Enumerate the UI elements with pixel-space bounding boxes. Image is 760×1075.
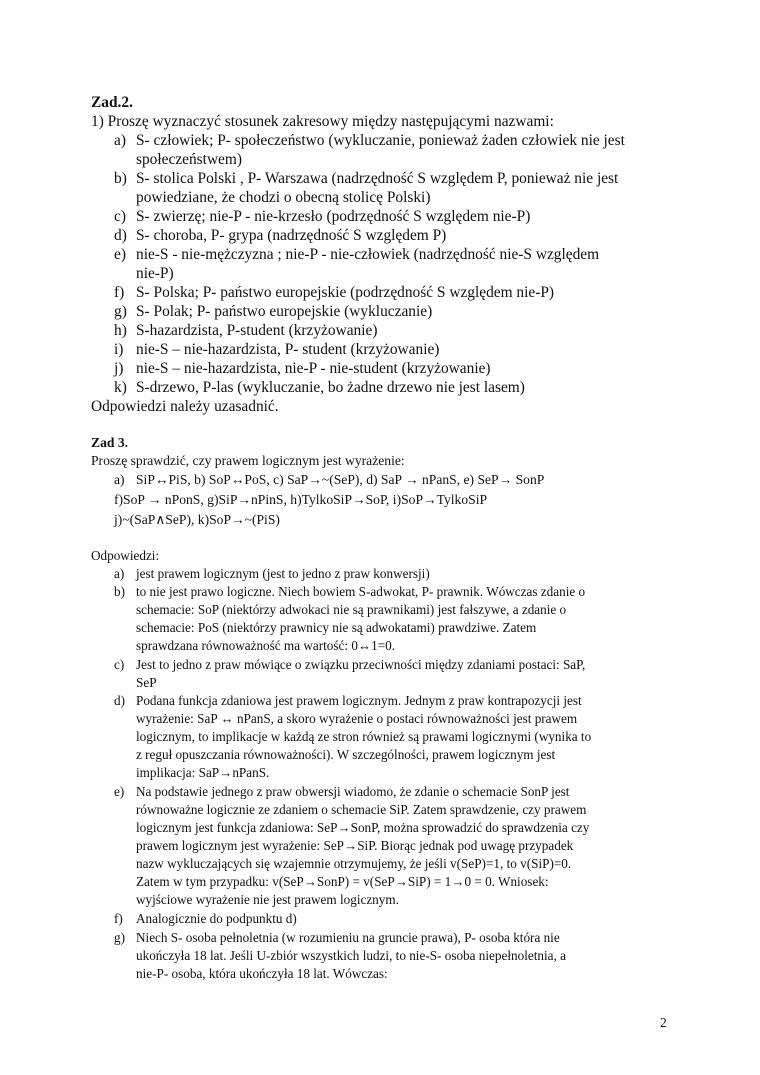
zad2-item-label: d) [114,227,127,244]
answer-text: prawem logicznym jest wyrażenie: SeP→SiP. Biorąc jednak pod uwagę przypadek [136,838,574,853]
zad2-intro: 1) Proszę wyznaczyć stosunek zakresowy między następującymi nazwami: [91,113,554,130]
zad2-item-text: S- choroba, P- grypa (nadrzędność S względem P) [136,227,447,244]
answer-text: jest prawem logicznym (jest to jedno z praw konwersji) [136,566,430,581]
zad2-item-text: nie-S – nie-hazardzista, P- student (krzyżowanie) [136,341,440,358]
answer-text: Zatem w tym przypadku: v(SeP→SonP) = v(SeP→SiP) = 1→0 = 0. Wniosek: [136,874,549,889]
zad2-closing: Odpowiedzi należy uzasadnić. [91,398,279,415]
answer-label: f) [114,911,123,926]
answer-text: Jest to jedno z praw mówiące o związku przeciwności między zdaniami postaci: SaP, [136,657,586,672]
answer-text: nie-P- osoba, która ukończyła 18 lat. Wówczas: [136,966,388,981]
zad2-item-label: j) [114,360,124,377]
answer-text: Podana funkcja zdaniowa jest prawem logicznym. Jednym z praw kontrapozycji jest [136,693,582,708]
answer-text: nazw wykluczających się wzajemnie otrzymujemy, że jeśli v(SeP)=1, to v(SiP)=0. [136,856,572,871]
zad2-item-label: k) [114,379,127,396]
zad3-expr-label: a) [114,472,125,487]
zad2-item-text: społeczeństwem) [136,151,242,168]
zad3-intro: Proszę sprawdzić, czy prawem logicznym jest wyrażenie: [91,453,405,468]
zad2-item-text: nie-P) [136,265,174,282]
zad2-item-label: f) [114,284,125,301]
zad2-item-text: nie-S – nie-hazardzista, nie-P - nie-student (krzyżowanie) [136,360,491,377]
answer-text: wyrażenie: SaP ↔ nPanS, a skoro wyrażenie o postaci równoważności jest prawem [136,711,578,726]
answer-label: d) [114,693,125,708]
zad2-item-label: i) [114,341,124,358]
zad3-expr-line: f)SoP → nPonS, g)SiP→nPinS, h)TylkoSiP→SoP, i)SoP→TylkoSiP [114,492,488,507]
answer-label: g) [114,930,125,945]
zad2-item-text: S- Polak; P- państwo europejskie (wykluczanie) [136,303,433,320]
answer-text: Analogicznie do podpunktu d) [136,911,297,926]
zad2-item-label: a) [114,132,126,149]
zad2-item-text: nie-S - nie-mężczyzna ; nie-P - nie-człowiek (nadrzędność nie-S względem [136,246,600,263]
answer-text: logicznym, to implikacje w każdą ze stron również są prawami logicznymi (wynika to [136,729,592,744]
zad2-item-label: g) [114,303,127,320]
zad3-heading: Zad 3. [91,435,129,450]
zad2-item-label: c) [114,208,126,225]
answer-text: Niech S- osoba pełnoletnia (w rozumieniu na gruncie prawa), P- osoba która nie [136,930,560,945]
zad2-item-text: S- Polska; P- państwo europejskie (podrzędność S względem nie-P) [136,284,555,301]
answer-text: implikacja: SaP→nPanS. [136,765,270,780]
answer-label: b) [114,584,125,599]
answer-text: wyjściowe wyrażenie nie jest prawem logicznym. [136,892,399,907]
answer-text: logicznym jest funkcja zdaniowa: SeP→SonP, można sprowadzić do sprawdzenia czy [136,820,590,835]
answer-label: a) [114,566,125,581]
answer-text: Na podstawie jednego z praw obwersji wiadomo, że zdanie o schemacie SonP jest [136,784,570,799]
zad2-item-text: S- człowiek; P- społeczeństwo (wykluczanie, ponieważ żaden człowiek nie jest [136,132,625,149]
answer-text: ukończyła 18 lat. Jeśli U-zbiór wszystkich ludzi, to nie-S- osoba niepełnoletnia, a [136,948,566,963]
zad2-item-label: e) [114,246,126,263]
answers-title: Odpowiedzi: [91,548,160,563]
answer-text: sprawdzana równoważność ma wartość: 0↔1=0. [136,638,396,653]
zad2-item-text: S- zwierzę; nie-P - nie-krzesło (podrzędność S względem nie-P) [136,208,531,225]
answer-text: to nie jest prawo logiczne. Niech bowiem S-adwokat, P- prawnik. Wówczas zdanie o [136,584,586,599]
page-number: 2 [660,1015,667,1030]
zad2-item-text: S-hazardzista, P-student (krzyżowanie) [136,322,378,339]
answer-text: równoważne logicznie ze zdaniem o schemacie SiP. Zatem sprawdzenie, czy prawem [136,802,587,817]
zad2-item-text: S- stolica Polski , P- Warszawa (nadrzędność S względem P, ponieważ nie jest [136,170,619,187]
zad2-item-text: powiedziane, że chodzi o obecną stolicę Polski) [136,189,431,206]
zad3-expr-line: SiP↔PiS, b) SoP↔PoS, c) SaP→~(SeP), d) SaP → nPanS, e) SeP→ SonP [136,472,545,487]
answer-label: c) [114,657,125,672]
zad2-heading: Zad.2. [91,94,133,111]
answer-label: e) [114,784,125,799]
zad2-item-text: S-drzewo, P-las (wykluczanie, bo żadne drzewo nie jest lasem) [136,379,525,396]
zad2-item-label: h) [114,322,127,339]
zad2-item-label: b) [114,170,127,187]
zad3-expr-line: j)~(SaP∧SeP), k)SoP→~(PiS) [114,512,280,527]
answer-text: z reguł opuszczania równoważności). W szczególności, prawem logicznym jest [136,747,556,762]
answer-text: schemacie: SoP (niektórzy adwokaci nie są prawnikami) jest fałszywe, a zdanie o [136,602,567,617]
answer-text: SeP [136,675,157,690]
answer-text: schemacie: PoS (niektórzy prawnicy nie są adwokatami) prawdziwe. Zatem [136,620,537,635]
